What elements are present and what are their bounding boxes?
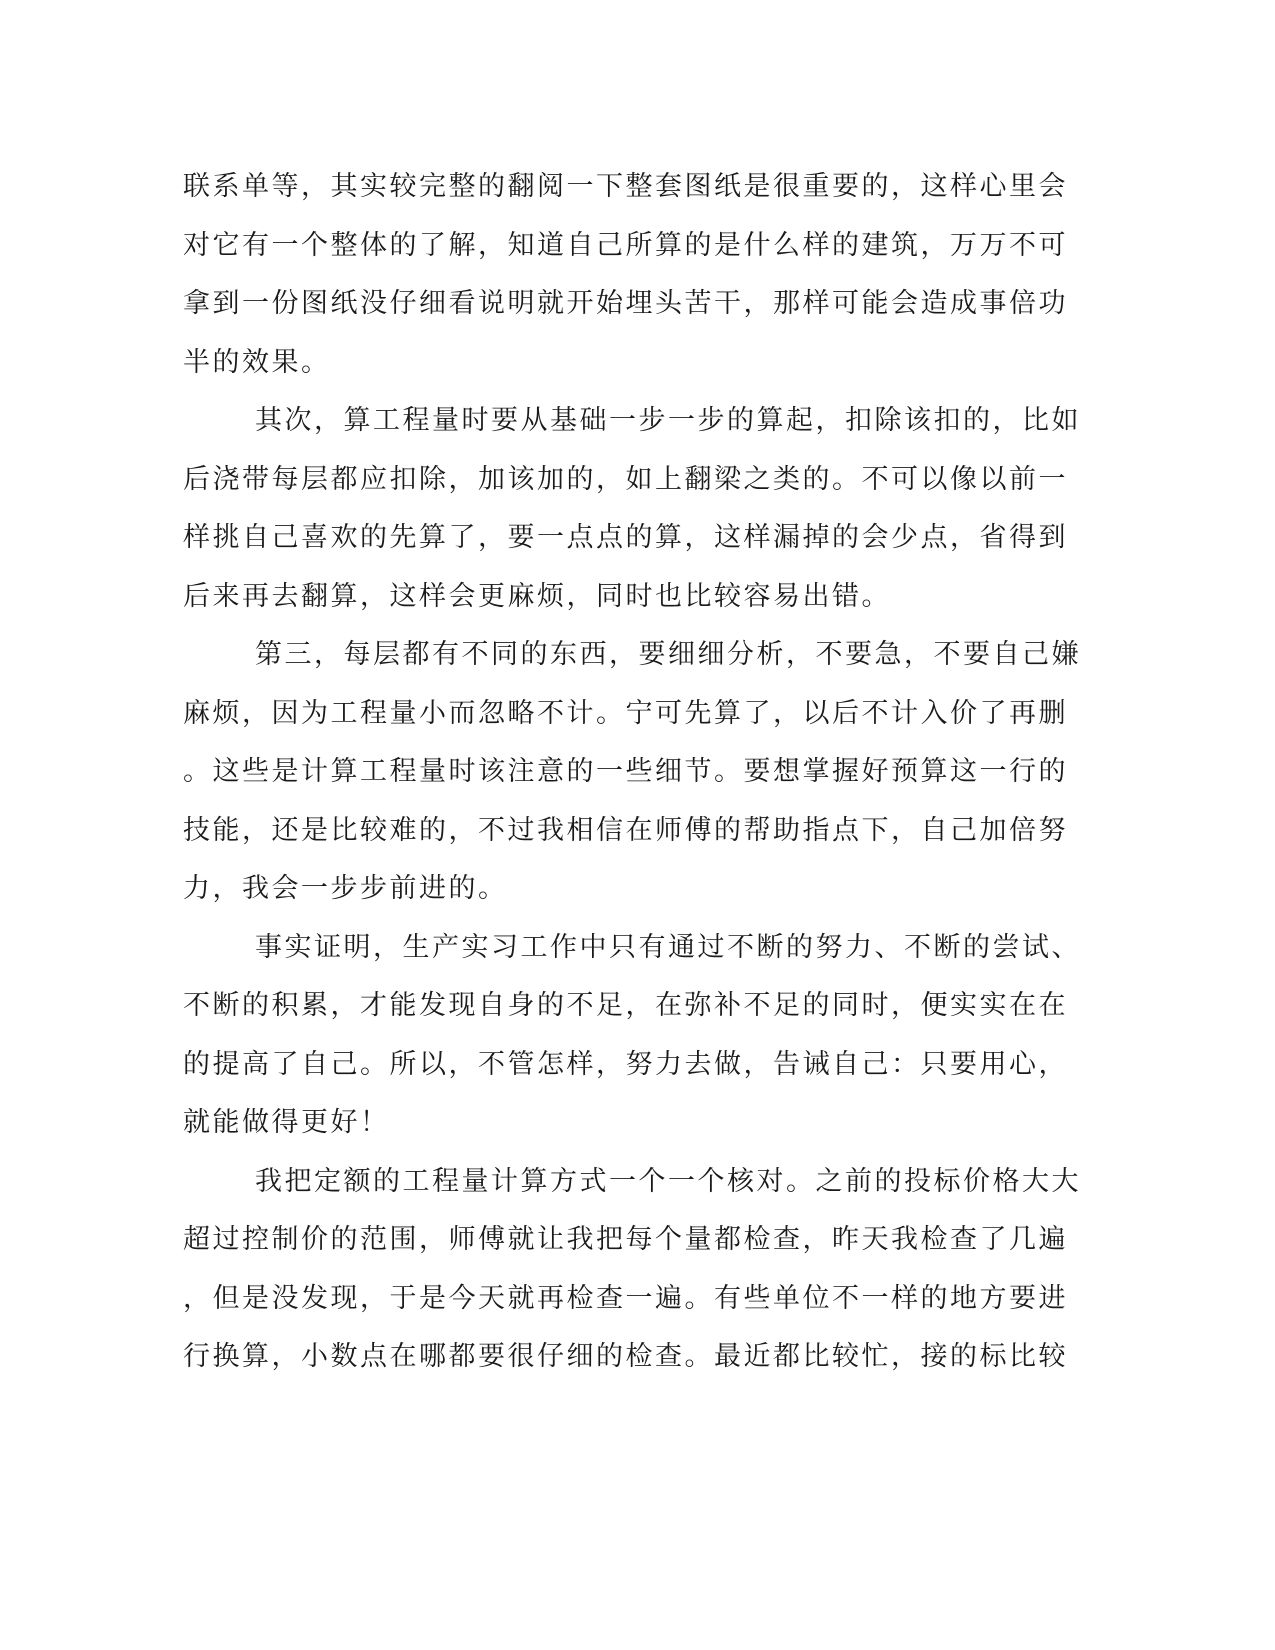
body-text [183,158,1081,1387]
text-line: 对它有一个整体的了解，知道自己所算的是什么样的建筑，万万不可 [183,229,1068,261]
paragraph-first-line: 第三，每层都有不同的东西，要细细分析，不要急，不要自己嫌 [255,639,1081,670]
text-line: 技能，还是比较难的，不过我相信在师傅的帮助指点下，自己加倍努 [183,814,1068,846]
text-line: 拿到一份图纸没仔细看说明就开始埋头苦干，那样可能会造成事倍功 [183,288,1068,319]
text-line: 超过控制价的范围，师傅就让我把每个量都检查，昨天我检查了几遍 [183,1224,1068,1255]
paragraph-first-line: 事实证明，生产实习工作中只有通过不断的努力、不断的尝试、 [255,931,1081,963]
text-line: 后浇带每层都应扣除，加该加的，如上翻梁之类的。不可以像以前一 [183,463,1068,495]
text-line: 。这些是计算工程量时该注意的一些细节。要想掌握好预算这一行的 [183,756,1068,787]
text-line: 不断的积累，才能发现自身的不足，在弥补不足的同时，便实实在在 [183,990,1068,1021]
text-line: 行换算，小数点在哪都要很仔细的检查。最近都比较忙，接的标比较 [183,1341,1068,1372]
text-line: 联系单等，其实较完整的翻阅一下整套图纸是很重要的，这样心里会 [183,171,1068,202]
text-line: 力，我会一步步前进的。 [183,873,508,904]
text-line: 后来再去翻算，这样会更麻烦，同时也比较容易出错。 [183,580,891,612]
text-line: 的提高了自己。所以，不管怎样，努力去做，告诫自己：只要用心， [183,1048,1068,1080]
paragraph-first-line: 其次，算工程量时要从基础一步一步的算起，扣除该扣的，比如 [255,405,1081,436]
text-line: 麻烦，因为工程量小而忽略不计。宁可先算了，以后不计入价了再删 [183,697,1068,729]
paragraph-first-line: 我把定额的工程量计算方式一个一个核对。之前的投标价格大大 [255,1165,1081,1197]
text-line: ，但是没发现，于是今天就再检查一遍。有些单位不一样的地方要进 [183,1282,1068,1314]
text-line: 样挑自己喜欢的先算了，要一点点的算，这样漏掉的会少点，省得到 [183,522,1068,553]
text-line: 就能做得更好！ [183,1107,390,1138]
text-line: 半的效果。 [183,346,331,378]
